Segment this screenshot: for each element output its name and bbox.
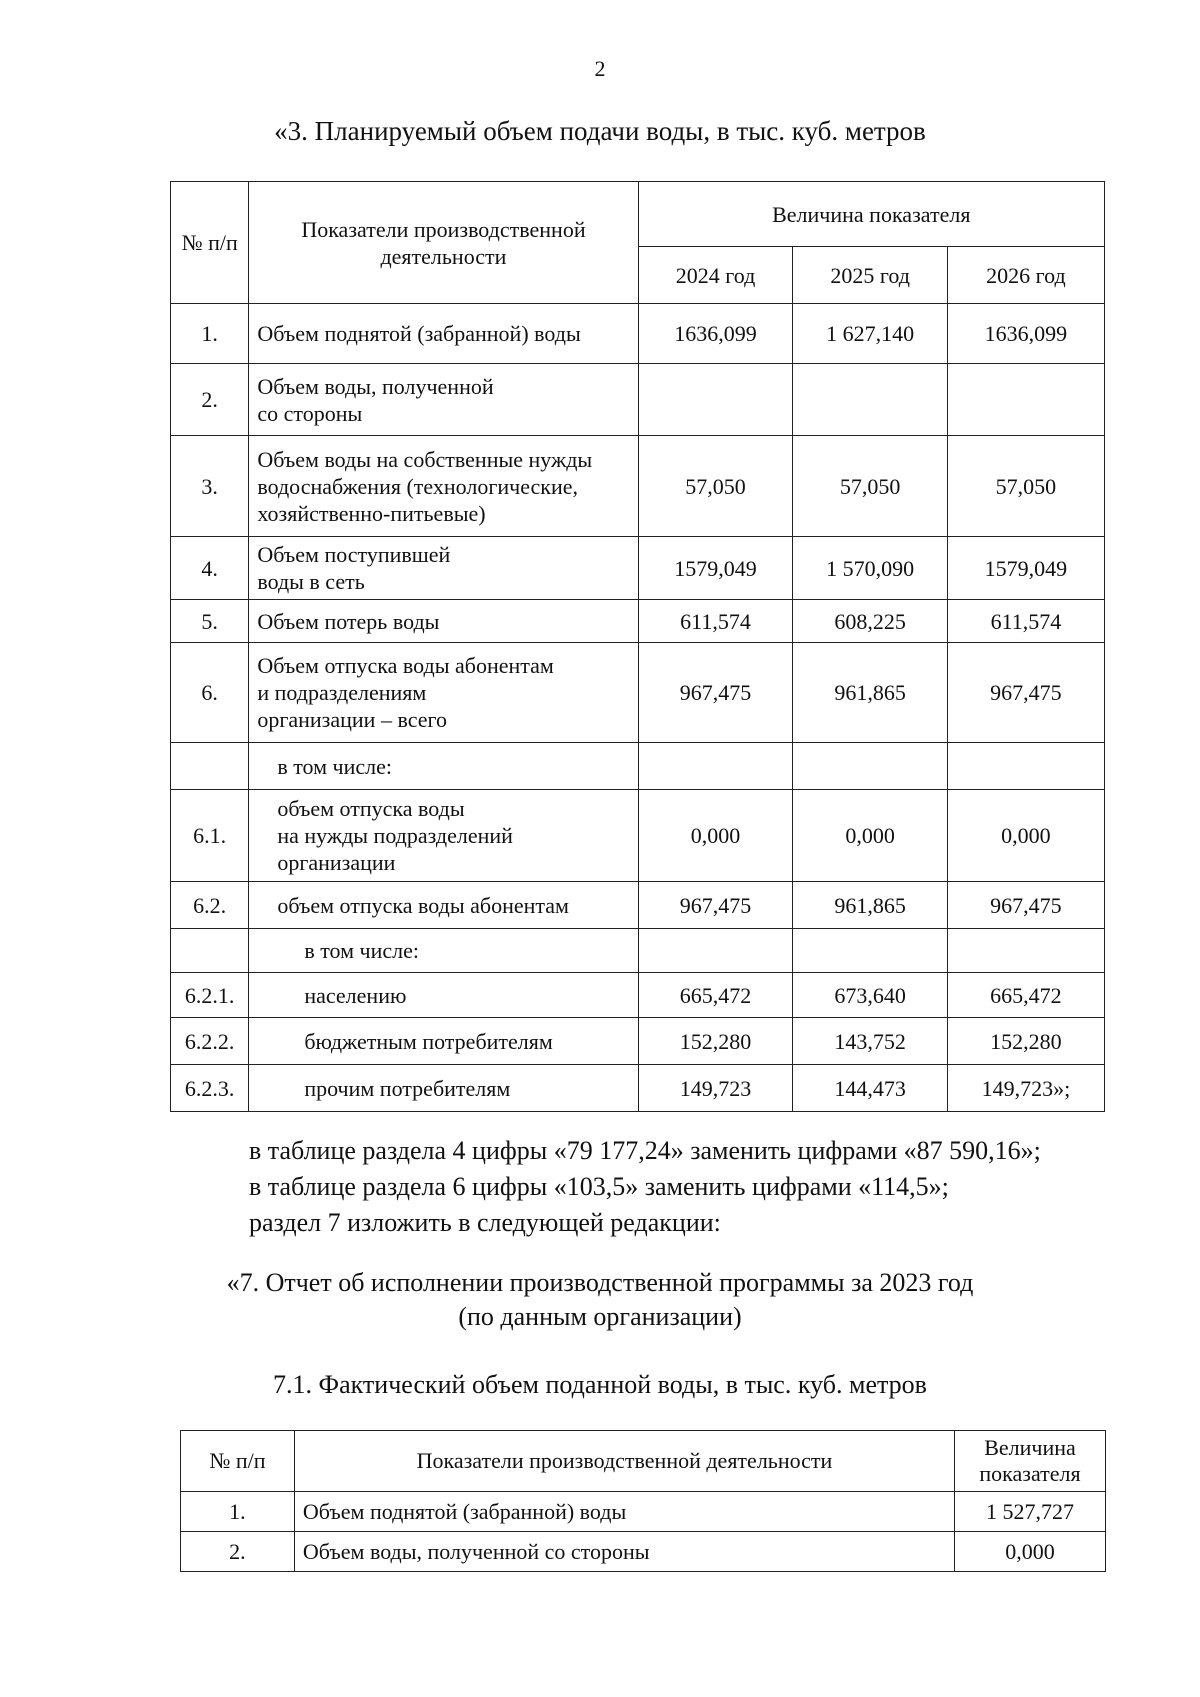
row-label-line: и подразделениям: [257, 680, 427, 705]
row-value-2024: [638, 743, 793, 790]
row-value-2024: 57,050: [638, 436, 793, 537]
change-paragraph: в таблице раздела 6 цифры «103,5» заменить цифрами «114,5»;: [249, 1172, 949, 1201]
section7-title-line1: «7. Отчет об исполнении производственной программы за 2023 год: [226, 1268, 974, 1297]
row-num: 6.2.2.: [171, 1018, 249, 1065]
row-value-2026: 665,472: [947, 973, 1104, 1018]
row-label-line: организации: [277, 850, 396, 875]
header-num: № п/п: [171, 182, 249, 304]
row-value-2024: [638, 364, 793, 436]
row-value-2025: 57,050: [793, 436, 947, 537]
table-row: [171, 304, 1105, 364]
row-label: Объем воды, полученной со стороны: [294, 1532, 954, 1572]
row-value-2024: 665,472: [638, 973, 793, 1018]
row-value-2025: 0,000: [793, 790, 947, 882]
row-value-2025: 608,225: [793, 600, 947, 643]
page-number: 2: [594, 56, 606, 81]
change-paragraph: раздел 7 изложить в следующей редакции:: [249, 1208, 721, 1237]
row-value-2026: 149,723»;: [947, 1065, 1104, 1112]
table-row: [171, 929, 1105, 973]
row-label: [249, 364, 638, 436]
row-value-2024: 149,723: [638, 1065, 793, 1112]
row-value-2025: 673,640: [793, 973, 947, 1018]
table-row: [171, 1065, 1105, 1112]
row-label: [249, 537, 638, 600]
row-value-2025: 961,865: [793, 643, 947, 743]
row-label: Объем поднятой (забранной) воды: [249, 304, 638, 364]
table-header-row: [181, 1431, 1106, 1492]
table-row: [171, 436, 1105, 537]
header-year-2024: 2024 год: [638, 247, 793, 304]
row-num: [171, 743, 249, 790]
change-paragraph: в таблице раздела 4 цифры «79 177,24» заменить цифрами «87 590,16»;: [249, 1136, 1041, 1165]
row-value-2026: 967,475: [947, 643, 1104, 743]
header-year-2026: 2026 год: [947, 247, 1104, 304]
header-year-2025: 2025 год: [793, 247, 947, 304]
row-value-2026: 1636,099: [947, 304, 1104, 364]
row-value-2026: [947, 929, 1104, 973]
row-value-2026: 57,050: [947, 436, 1104, 537]
table-row: [171, 882, 1105, 929]
row-num: 6.1.: [171, 790, 249, 882]
row-value-2025: 143,752: [793, 1018, 947, 1065]
row-num: 3.: [171, 436, 249, 537]
table-row: [181, 1492, 1106, 1532]
header-value: Величина показателя: [955, 1431, 1106, 1492]
row-value-2025: 1 627,140: [793, 304, 947, 364]
table-row: [171, 643, 1105, 743]
table-row: [181, 1532, 1106, 1572]
header-indicator: Показатели производственной деятельности: [249, 182, 638, 304]
row-value-2026: 611,574: [947, 600, 1104, 643]
planned-water-volume-table: [170, 181, 1105, 1112]
row-value-2024: 0,000: [638, 790, 793, 882]
row-value-2025: [793, 929, 947, 973]
row-label-line: Объем воды, полученной: [257, 373, 494, 399]
row-value-2026: 152,280: [947, 1018, 1104, 1065]
row-label: Объем поднятой (забранной) воды: [294, 1492, 954, 1532]
row-num: 1.: [171, 304, 249, 364]
table2-title: 7.1. Фактический объем поданной воды, в тыс. куб. метров: [273, 1370, 927, 1399]
row-value-2026: [947, 364, 1104, 436]
row-value-2025: 144,473: [793, 1065, 947, 1112]
row-label-line: Объем отпуска воды абонентам: [257, 653, 554, 678]
table-row: [171, 1018, 1105, 1065]
row-label-line: организации – всего: [257, 707, 447, 732]
row-label: прочим потребителям: [249, 1065, 638, 1112]
row-num: [171, 929, 249, 973]
row-value-2026: 0,000: [947, 790, 1104, 882]
row-value-2025: [793, 743, 947, 790]
row-num: 4.: [171, 537, 249, 600]
row-label-line: воды в сеть: [257, 569, 365, 594]
table-row: [171, 364, 1105, 436]
row-label-line: Объем поступившей: [257, 542, 451, 567]
row-value-2024: 611,574: [638, 600, 793, 643]
row-label-line: на нужды подразделений: [277, 823, 513, 848]
row-label: Объем воды на собственные нужды водоснабжения (технологические, хозяйственно-питьевые): [249, 436, 638, 537]
row-label-line: со стороны: [257, 400, 363, 426]
table-row: [171, 600, 1105, 643]
row-value-2025: 961,865: [793, 882, 947, 929]
row-label: бюджетным потребителям: [249, 1018, 638, 1065]
row-num: 6.: [171, 643, 249, 743]
row-num: 2.: [181, 1532, 295, 1572]
row-value-2024: 967,475: [638, 882, 793, 929]
row-value: 1 527,727: [955, 1492, 1106, 1532]
row-label: населению: [249, 973, 638, 1018]
row-value-2025: [793, 364, 947, 436]
row-value-2026: 967,475: [947, 882, 1104, 929]
row-label-line: объем отпуска воды: [277, 796, 465, 821]
row-value-2024: 152,280: [638, 1018, 793, 1065]
table-header-row: [171, 182, 1105, 247]
row-num: 6.2.: [171, 882, 249, 929]
row-label: Объем потерь воды: [249, 600, 638, 643]
section7-title: [0, 1266, 1200, 1334]
row-num: 6.2.3.: [171, 1065, 249, 1112]
row-value-2024: 967,475: [638, 643, 793, 743]
actual-water-volume-table: [180, 1430, 1106, 1572]
row-value-2026: [947, 743, 1104, 790]
row-value-2024: [638, 929, 793, 973]
row-value-2024: 1579,049: [638, 537, 793, 600]
row-label: [249, 643, 638, 743]
table-row: [171, 790, 1105, 882]
table-row: [171, 743, 1105, 790]
row-label: [249, 790, 638, 882]
row-value: 0,000: [955, 1532, 1106, 1572]
row-label: в том числе:: [249, 929, 638, 973]
row-value-2024: 1636,099: [638, 304, 793, 364]
row-value-2026: 1579,049: [947, 537, 1104, 600]
row-num: 5.: [171, 600, 249, 643]
header-num: № п/п: [181, 1431, 295, 1492]
row-num: 6.2.1.: [171, 973, 249, 1018]
table-row: [171, 537, 1105, 600]
row-num: 1.: [181, 1492, 295, 1532]
table1-title: «3. Планируемый объем подачи воды, в тыс. куб. метров: [274, 116, 926, 146]
table-row: [171, 973, 1105, 1018]
row-num: 2.: [171, 364, 249, 436]
header-indicator: Показатели производственной деятельности: [294, 1431, 954, 1492]
row-label: в том числе:: [249, 743, 638, 790]
row-label: объем отпуска воды абонентам: [249, 882, 638, 929]
header-value-group: Величина показателя: [638, 182, 1104, 247]
row-value-2025: 1 570,090: [793, 537, 947, 600]
section7-title-line2: (по данным организации): [458, 1302, 742, 1331]
